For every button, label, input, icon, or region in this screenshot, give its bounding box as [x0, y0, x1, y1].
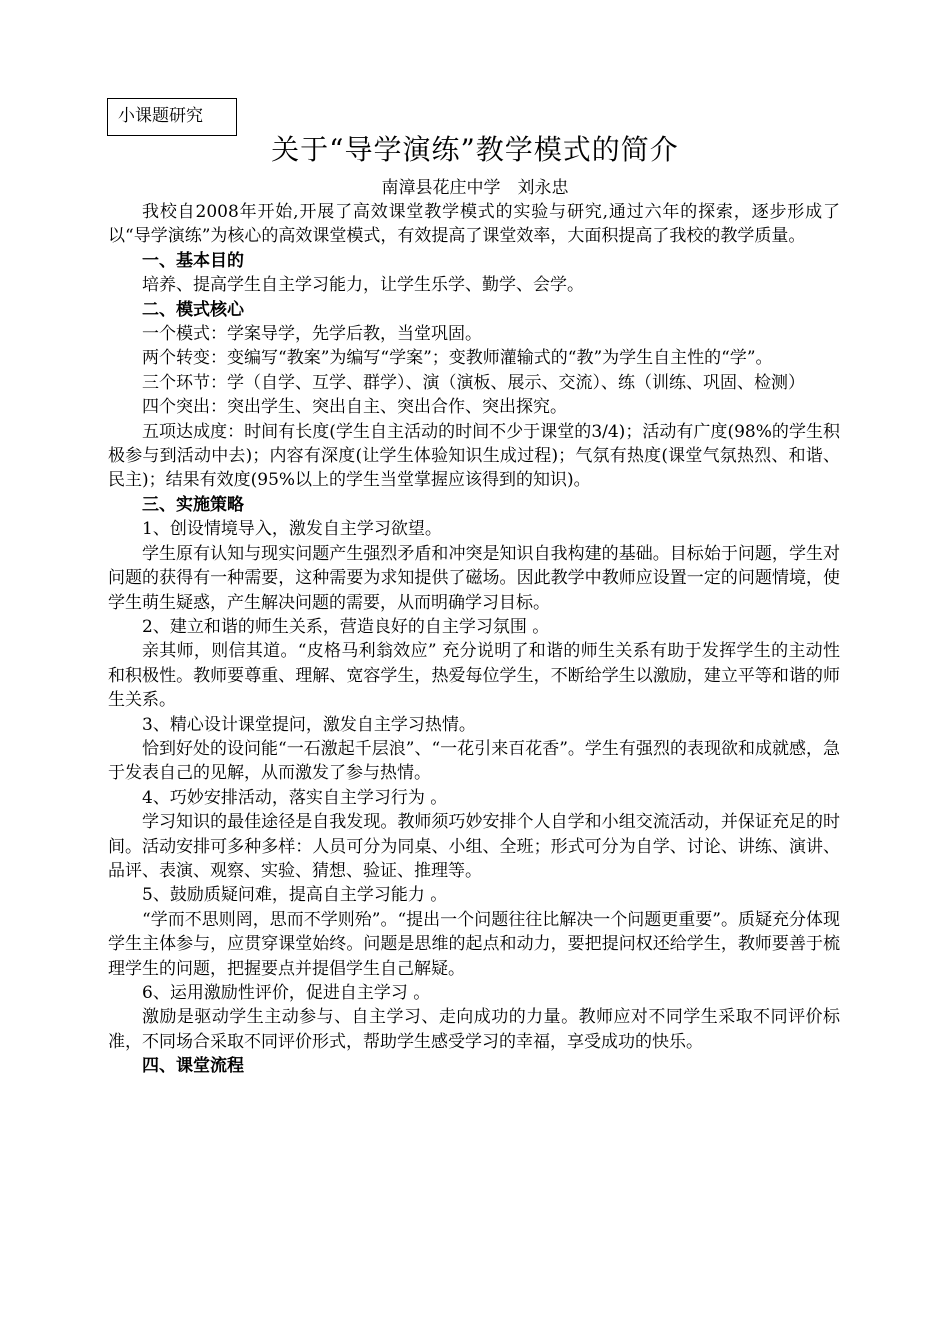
section-heading: 二、模式核心	[142, 299, 244, 320]
category-tag: 小课题研究	[107, 98, 237, 136]
body-paragraph: 3、精心设计课堂提问，激发自主学习热情。	[142, 714, 476, 735]
body-paragraph: 亲其师，则信其道。“皮格马利翁效应” 充分说明了和谐的师生关系有助于发挥学生的主动性和积极性。教师要尊重、理解、宽容学生，热爱每位学生，不断给学生以激励，建立平等和谐的师生关系。	[108, 641, 840, 711]
body-paragraph: 两个转变：变编写“教案”为编写“学案”；变教师灌输式的“教”为学生自主性的“学”。	[142, 348, 773, 369]
body-paragraph: 恰到好处的设问能“一石激起千层浪”、“一花引来百花香”。学生有强烈的表现欲和成就感，急于发表自己的见解，从而激发了参与热情。	[108, 738, 840, 784]
body-paragraph: 学习知识的最佳途径是自我发现。教师须巧妙安排个人自学和小组交流活动，并保证充足的时间。活动安排可多种多样：人员可分为同桌、小组、全班；形式可分为自学、讨论、讲练、演讲、品评、表演、观察、实验、猜想、验证、推理等。	[108, 812, 840, 881]
body-paragraph: 4、巧妙安排活动，落实自主学习行为 。	[142, 787, 448, 808]
document-body	[108, 200, 840, 1079]
body-paragraph: 五项达成度：时间有长度(学生自主活动的时间不少于课堂的3/4)；活动有广度(98%的学生积极参与到活动中去)；内容有深度(让学生体验知识生成过程)；气氛有热度(课堂气氛热烈、和谐、民主)；结果有效度(95%以上的学生当堂掌握应该得到的知识)。	[108, 421, 840, 491]
body-paragraph: 1、创设情境导入，激发自主学习欲望。	[142, 519, 442, 540]
author-line: 南漳县花庄中学 刘永忠	[381, 178, 569, 198]
body-paragraph: 2、建立和谐的师生关系，营造良好的自主学习氛围 。	[142, 616, 550, 637]
body-paragraph: 6、运用激励性评价，促进自主学习 。	[142, 983, 431, 1003]
body-paragraph: 我校自2008年开始,开展了高效课堂教学模式的实验与研究,通过六年的探索，逐步形成了以“导学演练”为核心的高效课堂模式，有效提高了课堂效率，大面积提高了我校的教学质量。	[108, 202, 840, 247]
body-paragraph: 三个环节：学（自学、互学、群学）、演（演板、展示、交流）、练（训练、巩固、检测）	[142, 372, 805, 393]
body-paragraph: 5、鼓励质疑问难，提高自主学习能力 。	[142, 885, 448, 906]
body-paragraph: 一个模式：学案导学，先学后教，当堂巩固。	[142, 324, 482, 345]
body-paragraph: “学而不思则罔，思而不学则殆”。“提出一个问题往往比解决一个问题更重要”。质疑充分体现学生主体参与，应贯穿课堂始终。问题是思维的起点和动力，要把提问权还给学生，教师要善于梳理学生的问题，把握要点并提倡学生自己解疑。	[108, 909, 840, 979]
body-paragraph: 四个突出：突出学生、突出自主、突出合作、突出探究。	[142, 397, 567, 418]
section-heading: 三、实施策略	[142, 494, 244, 515]
section-heading: 一、基本目的	[142, 250, 244, 271]
section-heading: 四、课堂流程	[142, 1056, 244, 1077]
body-paragraph: 学生原有认知与现实问题产生强烈矛盾和冲突是知识自我构建的基础。目标始于问题，学生对问题的获得有一种需要，这种需要为求知提供了磁场。因此教学中教师应设置一定的问题情境，使学生萌生疑惑，产生解决问题的需要，从而明确学习目标。	[108, 543, 840, 613]
body-paragraph: 培养、提高学生自主学习能力，让学生乐学、勤学、会学。	[142, 275, 584, 296]
body-paragraph: 激励是驱动学生主动参与、自主学习、走向成功的力量。教师应对不同学生采取不同评价标准，不同场合采取不同评价形式，帮助学生感受学习的幸福，享受成功的快乐。	[108, 1007, 840, 1052]
document-title: 关于“导学演练”教学模式的简介	[271, 133, 679, 166]
